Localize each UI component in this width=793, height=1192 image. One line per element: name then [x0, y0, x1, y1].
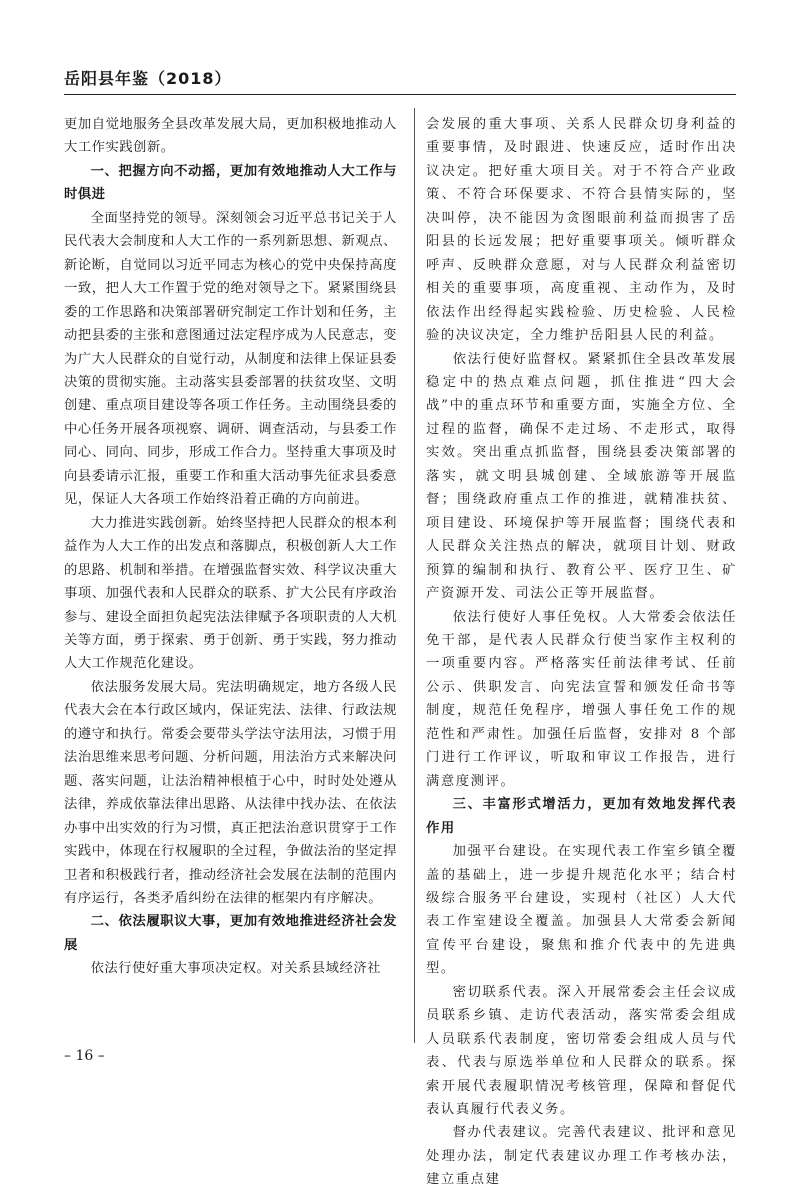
right-continuation-paragraph: 会发展的重大事项、关系人民群众切身利益的重要事情，及时跟进、快速反应，适时作出决议决定。把好重大项目关。对于不符合产业政策、不符合环保要求、不符合县情实际的，坚决叫停，决不能因为贪图眼前利益而损害了岳阳县的长远发展；把好重要事项关。倾听群众呼声、反映群众意愿，对与人民群众利益密切相关的重要事项，高度重视、主动作为，及时依法作出经得起实践检验、历史检验、人民检验的决议决定，全力维护岳阳县人民的利益。 — [426, 117, 737, 344]
paragraph-supervision-power: 依法行使好监督权。紧紧抓住全县改革发展稳定中的热点难点问题，抓住推进“四大会战”中的重点环节和重要方面，实施全方位、全过程的监督，确保不走过场、不走形式，取得实效。突出重点抓监督，围绕县委决策部署的落实，就文明县城创建、全域旅游等开展监督；围绕政府重点工作的推进，就精准扶贫、项目建设、环境保护等开展监督；围绕代表和人民群众关注热点的解决，就项目计划、财政预算的编制和执行、教育公平、医疗卫生、矿产资源开发、司法公正等开展监督。 — [426, 351, 737, 602]
right-column — [426, 113, 737, 1188]
column-divider — [414, 108, 415, 1043]
paragraph-appointment-power: 依法行使好人事任免权。人大常委会依法任免干部，是代表人民群众行使当家作主权利的一项重要内容。严格落实任前法律考试、任前公示、供职发言、向宪法宣誓和颁发任命书等制度，规范任免程序，增强人事任免工作的规范性和严肃性。加强任后监督，安排对 8 个部门进行工作评议，听取和审议工作报告，进行满意度测评。 — [426, 609, 737, 789]
section-heading-3: 三、丰富形式增活力，更加有效地发挥代表作用 — [426, 797, 737, 836]
paragraph-supervise-suggestions: 督办代表建议。完善代表建议、批评和意见处理办法，制定代表建议办理工作考核办法，建立重点建 — [426, 1125, 737, 1188]
paragraph-serve-development: 依法服务发展大局。宪法明确规定，地方各级人民代表大会在本行政区域内，保证宪法、法律、行政法规的遵守和执行。常委会要带头学法守法用法，习惯于用法治思维来思考问题、分析问题，用法治方式来解决问题、落实问题，让法治精神根植于心中，时时处处遵从法律，养成依靠法律出思路、从法律中找办法、在依法办事中出实效的行为习惯，真正把法治意识贯穿于工作实践中，体现在行权履职的全过程，争做法治的坚定捍卫者和积极践行者，推动经济社会发展在法制的范围内有序运行，各类矛盾纠纷在法律的框架内有序解决。 — [64, 679, 397, 906]
section-heading-1: 一、把握方向不动摇，更加有效地推动人大工作与时俱进 — [64, 163, 397, 203]
left-continuation-paragraph: 更加自觉地服务全县改革发展大局，更加积极地推动人大工作实践创新。 — [64, 117, 397, 156]
paragraph-practice-innovation: 大力推进实践创新。始终坚持把人民群众的根本利益作为人大工作的出发点和落脚点，积极创新人大工作的思路、机制和举措。在增强监督实效、科学议决重大事项、加强代表和人民群众的联系、扩大公民有序政治参与、建设全面担负起宪法法律赋予各项职责的人大机关等方面，勇于探索、勇于创新、勇于实践，努力推动人大工作规范化建设。 — [64, 515, 397, 672]
page-number: – 16 – — [64, 1048, 105, 1064]
paragraph-decision-power: 依法行使好重大事项决定权。对关系县域经济社 — [90, 961, 381, 977]
paragraph-contact-deputies: 密切联系代表。深入开展常委会主任会议成员联系乡镇、走访代表活动，落实常委会组成人员联系代表制度，密切常委会组成人员与代表、代表与原选举单位和人民群众的联系。探索开展代表履职情况考核管理，保障和督促代表认真履行代表义务。 — [426, 984, 737, 1118]
paragraph-platform-building: 加强平台建设。在实现代表工作室乡镇全覆盖的基础上，进一步提升规范化水平；结合村级综合服务平台建设，实现村（社区）人大代表工作室建设全覆盖。加强县人大常委会新闻宣传平台建设，聚焦和推介代表中的先进典型。 — [426, 844, 737, 977]
left-column — [64, 113, 397, 1043]
paragraph-party-leadership: 全面坚持党的领导。深刻领会习近平总书记关于人民代表大会制度和人大工作的一系列新思想、新观点、新论断，自觉同以习近平同志为核心的党中央保持高度一致，把人大工作置于党的绝对领导之下。紧紧围绕县委的工作思路和决策部署研究制定工作计划和任务，主动把县委的主张和意图通过法定程序成为人民意志，变为广大人民群众的自觉行动，从制度和法律上保证县委决策的贯彻实施。主动落实县委部署的扶贫攻坚、文明创建、重点项目建设等各项工作任务。主动围绕县委的中心任务开展各项视察、调研、调查活动，与县委工作同心、同向、同步，形成工作合力。坚持重大事项及时向县委请示汇报，重要工作和重大活动事先征求县委意见，保证人大各项工作始终沿着正确的方向前进。 — [64, 210, 397, 508]
header-rule — [64, 94, 736, 95]
yearbook-title: 岳阳县年鉴（2018） — [64, 69, 232, 88]
section-heading-2: 二、依法履职议大事，更加有效地推进经济社会发展 — [64, 914, 397, 953]
